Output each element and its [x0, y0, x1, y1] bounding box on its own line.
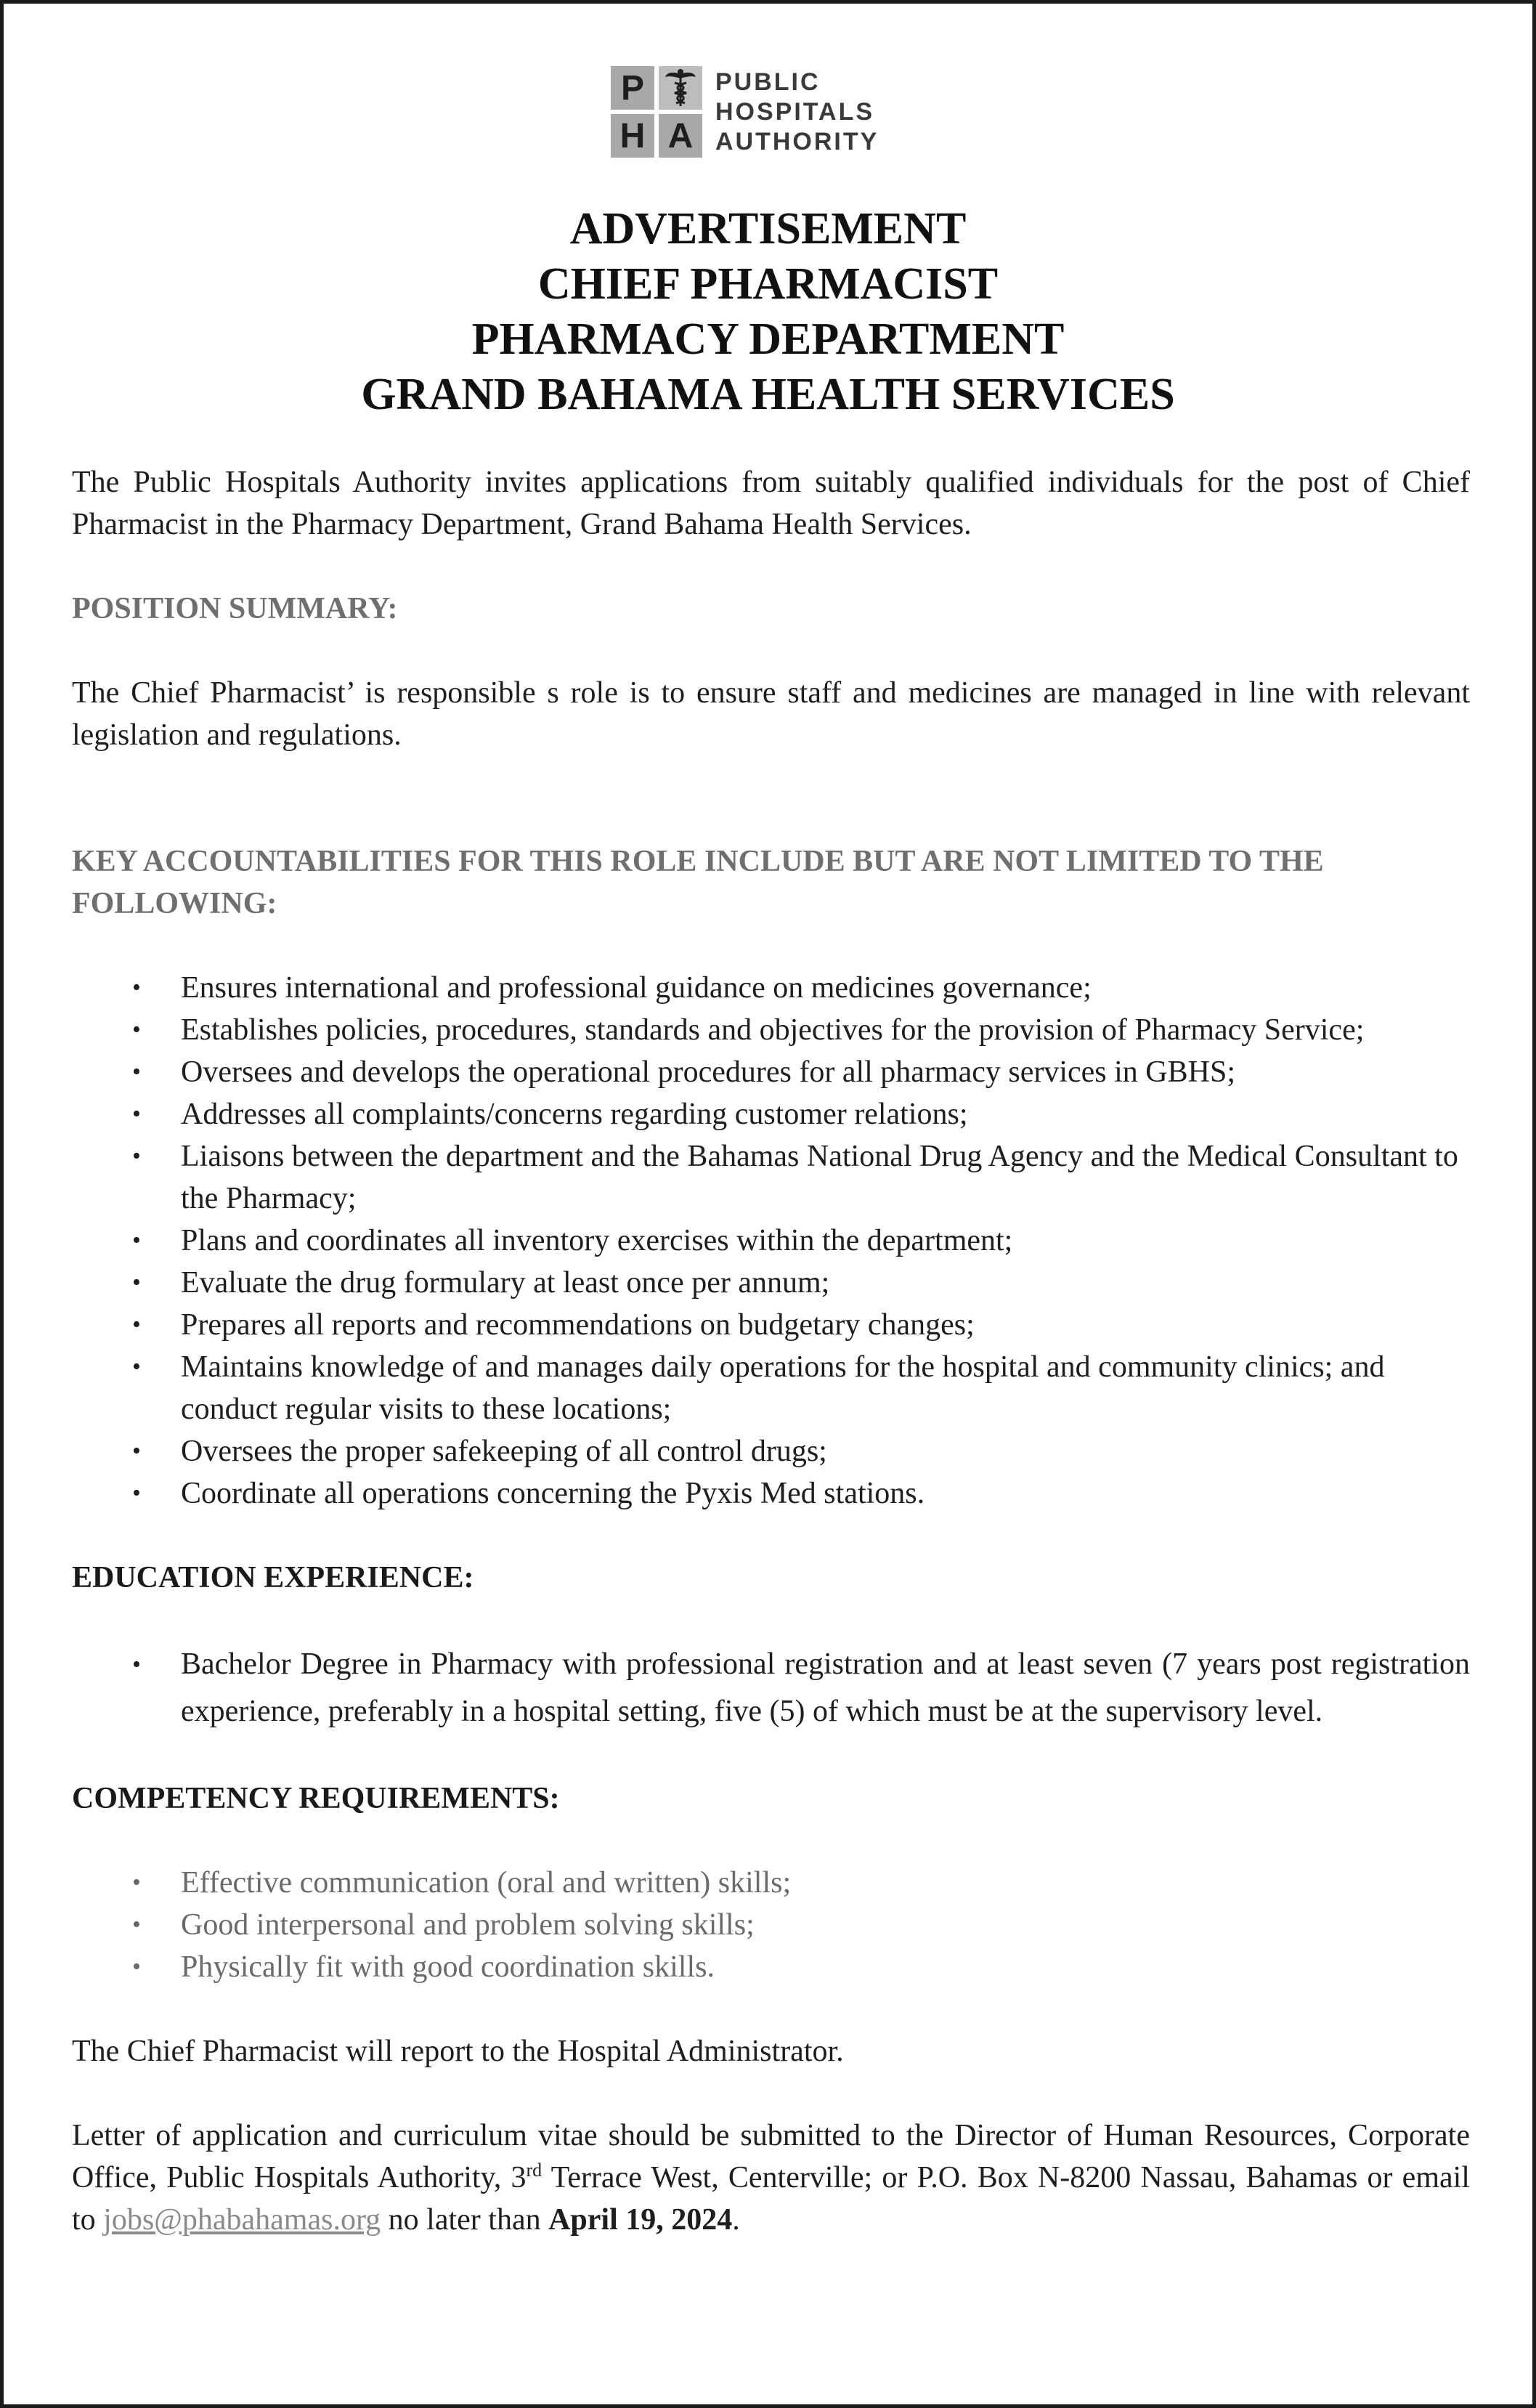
bullet-icon: •: [132, 1016, 141, 1043]
report-to-paragraph: The Chief Pharmacist will report to the Hospital Administrator.: [72, 2035, 844, 2068]
application-text-2: Terrace West, Centerville; or P.O. Box N-8200 Nassau, Bahamas or email to: [72, 2161, 1470, 2237]
list-item: [72, 1135, 1470, 1220]
list-item: [72, 1009, 1470, 1051]
position-summary-title: POSITION SUMMARY:: [72, 592, 398, 625]
intro-paragraph: The Public Hospitals Authority invites applications from suitably qualified individuals for the post of Chief Pharmacist in the Pharmacy Department, Grand Bahama Health Services.: [72, 466, 1470, 541]
list-item-text: Oversees and develops the operational procedures for all pharmacy services in GBHS;: [181, 1055, 1236, 1089]
list-item-text: Ensures international and professional guidance on medicines governance;: [181, 971, 1092, 1005]
logo-mark: [611, 66, 702, 158]
logo-letter-h: H: [611, 114, 654, 158]
list-item-text: Physically fit with good coordination skills.: [181, 1950, 715, 1984]
bullet-icon: •: [132, 1143, 141, 1169]
bullet-icon: •: [132, 1311, 141, 1338]
pha-logo: [611, 66, 879, 158]
heading-advertisement: ADVERTISEMENT: [569, 204, 967, 254]
deadline-date: April 19, 2024: [548, 2203, 733, 2237]
list-item: [72, 967, 1470, 1009]
position-summary-text: The Chief Pharmacist’ is responsible s role is to ensure staff and medicines are managed in line with relevant legislation and regulations.: [72, 676, 1470, 752]
list-item-text: Plans and coordinates all inventory exercises within the department;: [181, 1224, 1013, 1257]
advertisement-body: [72, 461, 1470, 2241]
application-text-1: Letter of application and curriculum vitae should be submitted to the Director of Human Resources, Corporate Office, Public Hospitals Authority, 3: [72, 2119, 1470, 2194]
list-item: [72, 1430, 1470, 1472]
logo-letter-a: A: [659, 114, 702, 158]
list-item: [72, 1904, 1470, 1946]
heading-department: PHARMACY DEPARTMENT: [471, 315, 1065, 364]
bullet-icon: •: [132, 1100, 141, 1127]
application-end: .: [732, 2203, 740, 2237]
key-accountabilities-title: KEY ACCOUNTABILITIES FOR THIS ROLE INCLUDE BUT ARE NOT LIMITED TO THE FOLLOWING:: [72, 845, 1324, 920]
competency-title: COMPETENCY REQUIREMENTS:: [72, 1782, 560, 1815]
bullet-icon: •: [132, 1353, 141, 1380]
application-text-3: no later than: [381, 2203, 549, 2237]
list-item: [72, 1472, 1470, 1515]
list-item-text: Effective communication (oral and written) skills;: [181, 1866, 792, 1900]
education-title: EDUCATION EXPERIENCE:: [72, 1561, 474, 1594]
bullet-icon: •: [132, 1911, 141, 1938]
list-item: [72, 1304, 1470, 1346]
list-item: [72, 1093, 1470, 1135]
bullet-icon: •: [132, 1869, 141, 1896]
list-item-text: Evaluate the drug formulary at least once per annum;: [181, 1266, 830, 1300]
logo-line-hospitals: HOSPITALS: [715, 97, 875, 126]
logo-wordmark: [715, 68, 879, 157]
list-item-text: Coordinate all operations concerning the Pyxis Med stations.: [181, 1477, 925, 1510]
logo-line-public: PUBLIC: [715, 68, 821, 96]
education-list: [72, 1641, 1470, 1735]
bullet-icon: •: [132, 1269, 141, 1296]
bullet-icon: •: [132, 974, 141, 1001]
list-item-text: Establishes policies, procedures, standards and objectives for the provision of Pharmacy Service;: [181, 1013, 1365, 1047]
list-item: [72, 1346, 1470, 1430]
list-item: [72, 1220, 1470, 1262]
caduceus-icon: [659, 66, 702, 110]
heading-job-title: CHIEF PHARMACIST: [537, 259, 999, 309]
list-item: [72, 1051, 1470, 1093]
key-accountabilities-list: [72, 967, 1470, 1515]
list-item: [72, 1862, 1470, 1904]
list-item-text: Addresses all complaints/concerns regarding customer relations;: [181, 1098, 968, 1131]
bullet-icon: •: [132, 1480, 141, 1507]
list-item-text: Prepares all reports and recommendations on budgetary changes;: [181, 1308, 975, 1342]
application-paragraph: [72, 2115, 1470, 2241]
list-item-text: Good interpersonal and problem solving skills;: [181, 1908, 755, 1942]
advertisement-heading: [4, 201, 1532, 422]
list-item-text: Bachelor Degree in Pharmacy with professional registration and at least seven (7 years post registration experience, preferably in a hospital setting, five (5) of which must be at the supervisory level.: [181, 1647, 1470, 1728]
bullet-icon: •: [132, 1058, 141, 1085]
bullet-icon: •: [132, 1953, 141, 1980]
list-item: [72, 1946, 1470, 1988]
ordinal-suffix: rd: [526, 2160, 543, 2181]
list-item-text: Oversees the proper safekeeping of all control drugs;: [181, 1435, 827, 1468]
bullet-icon: •: [132, 1438, 141, 1464]
competency-list: [72, 1862, 1470, 1988]
email-link[interactable]: jobs@phabahamas.org: [103, 2203, 381, 2237]
logo-line-authority: AUTHORITY: [715, 127, 879, 155]
bullet-icon: •: [132, 1227, 141, 1254]
bullet-icon: •: [132, 1651, 141, 1678]
list-item-text: Liaisons between the department and the Bahamas National Drug Agency and the Medical Consultant to the Pharmacy;: [181, 1140, 1458, 1215]
list-item: [72, 1641, 1470, 1735]
logo-letter-p: P: [611, 66, 654, 110]
list-item-text: Maintains knowledge of and manages daily operations for the hospital and community clinics; and conduct regular visits to these locations;: [181, 1350, 1385, 1426]
heading-organization: GRAND BAHAMA HEALTH SERVICES: [361, 370, 1175, 419]
list-item: [72, 1262, 1470, 1304]
